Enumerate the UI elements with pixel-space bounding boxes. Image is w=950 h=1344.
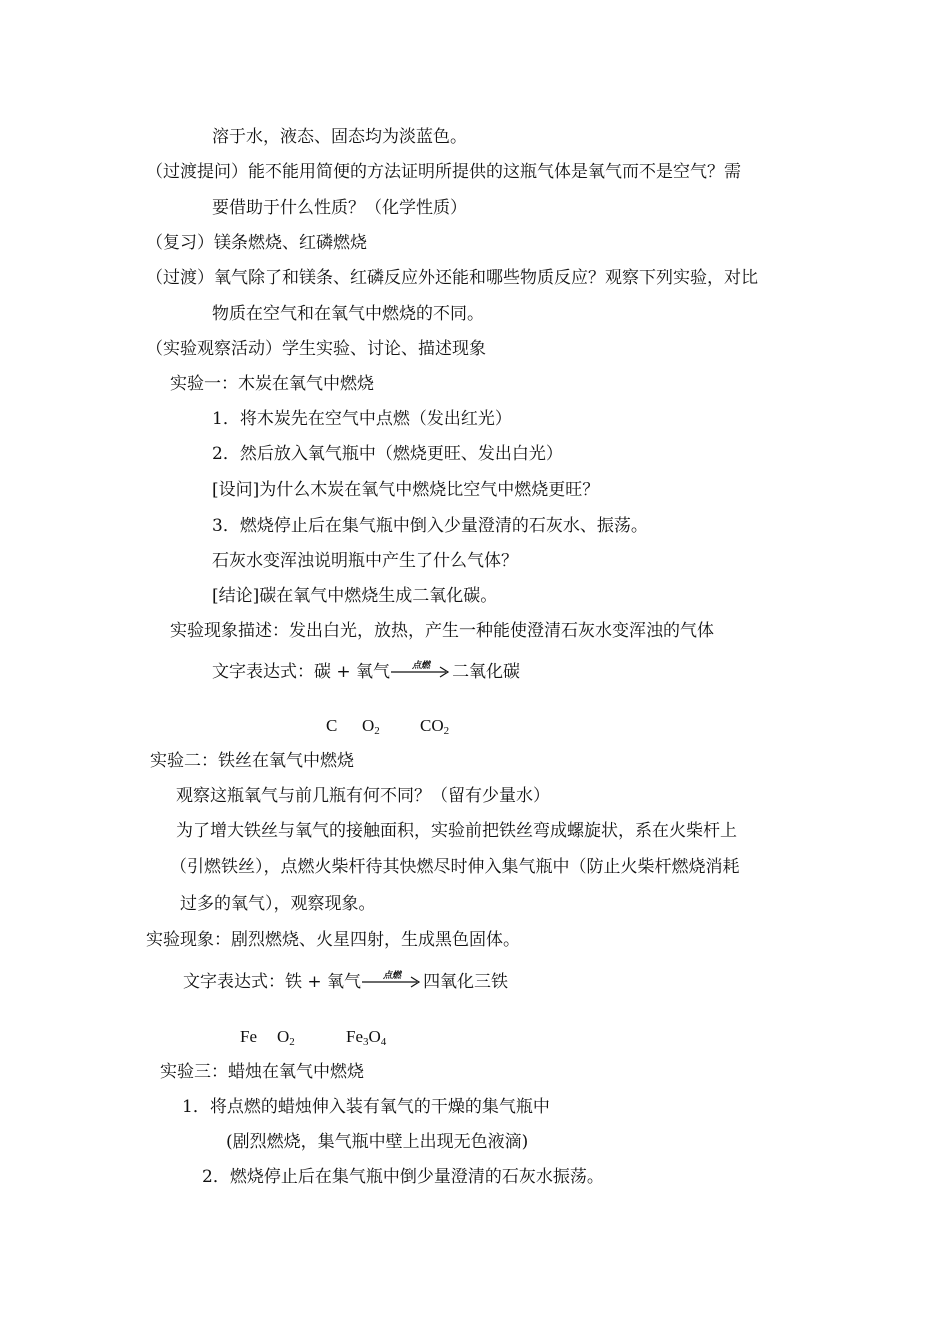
text-line: 过多的氧气），观察现象。 xyxy=(180,894,376,914)
word-equation-carbon xyxy=(212,661,520,683)
equation-prefix: 文字表达式：铁 + 氧气 xyxy=(183,972,362,992)
text-line: 实验现象：剧烈燃烧、火星四射，生成黑色固体。 xyxy=(146,930,520,950)
equation-product: 四氧化三铁 xyxy=(423,972,509,992)
text-line: 2．然后放入氧气瓶中（燃烧更旺、发出白光） xyxy=(212,444,563,464)
formula-carbon-dioxide: $CO_2$ xyxy=(420,716,450,737)
text-line: 3．燃烧停止后在集气瓶中倒入少量澄清的石灰水、振荡。 xyxy=(212,516,648,536)
equation-prefix: 文字表达式：碳 + 氧气 xyxy=(212,662,391,682)
formula-oxygen: $O_2$ xyxy=(362,716,380,737)
text-line: 观察这瓶氧气与前几瓶有何不同？（留有少量水） xyxy=(176,786,550,806)
formula-iron: Fe xyxy=(240,1027,257,1046)
text-line: （过渡）氧气除了和镁条、红磷反应外还能和哪些物质反应？观察下列实验，对比 xyxy=(146,268,758,288)
text-line: （复习）镁条燃烧、红磷燃烧 xyxy=(146,233,367,253)
reaction-arrow xyxy=(390,661,452,683)
text-line: 物质在空气和在氧气中燃烧的不同。 xyxy=(212,304,484,324)
text-line: [设问]为什么木炭在氧气中燃烧比空气中燃烧更旺？ xyxy=(212,480,600,500)
formula-oxygen: $O_2$ xyxy=(277,1027,295,1048)
text-line: 实验现象描述：发出白光，放热，产生一种能使澄清石灰水变浑浊的气体 xyxy=(170,621,714,641)
text-line: 2．燃烧停止后在集气瓶中倒少量澄清的石灰水振荡。 xyxy=(202,1167,604,1187)
text-line: (剧烈燃烧，集气瓶中壁上出现无色液滴) xyxy=(226,1132,529,1152)
reaction-arrow xyxy=(361,971,423,993)
text-line: 要借助于什么性质？（化学性质） xyxy=(212,198,467,218)
equation-product: 二氧化碳 xyxy=(452,662,521,682)
text-line: （实验观察活动）学生实验、讨论、描述现象 xyxy=(146,339,486,359)
text-line: （引燃铁丝），点燃火柴杆待其快燃尽时伸入集气瓶中（防止火柴杆燃烧消耗 xyxy=(170,857,740,877)
text-line: 1．将木炭先在空气中点燃（发出红光） xyxy=(212,409,512,429)
text-line: 1．将点燃的蜡烛伸入装有氧气的干燥的集气瓶中 xyxy=(182,1097,550,1117)
formula-carbon-c: C xyxy=(326,716,338,735)
word-equation-iron xyxy=(183,971,508,993)
text-line: 溶于水，液态、固态均为淡蓝色。 xyxy=(212,127,467,147)
reaction-condition: 点燃 xyxy=(412,661,431,671)
formula-iron-oxide: $Fe_3O_4$ xyxy=(346,1027,387,1048)
text-line: 实验二：铁丝在氧气中燃烧 xyxy=(150,751,354,771)
text-line: 石灰水变浑浊说明瓶中产生了什么气体？ xyxy=(212,551,518,571)
text-line: 实验一：木炭在氧气中燃烧 xyxy=(170,374,374,394)
text-line: 实验三：蜡烛在氧气中燃烧 xyxy=(160,1062,364,1082)
text-line: 为了增大铁丝与氧气的接触面积，实验前把铁丝弯成螺旋状，系在火柴杆上 xyxy=(176,821,737,841)
reaction-condition: 点燃 xyxy=(383,971,402,981)
text-line: [结论]碳在氧气中燃烧生成二氧化碳。 xyxy=(212,586,498,606)
text-line: （过渡提问）能不能用简便的方法证明所提供的这瓶气体是氧气而不是空气？需 xyxy=(146,162,741,182)
